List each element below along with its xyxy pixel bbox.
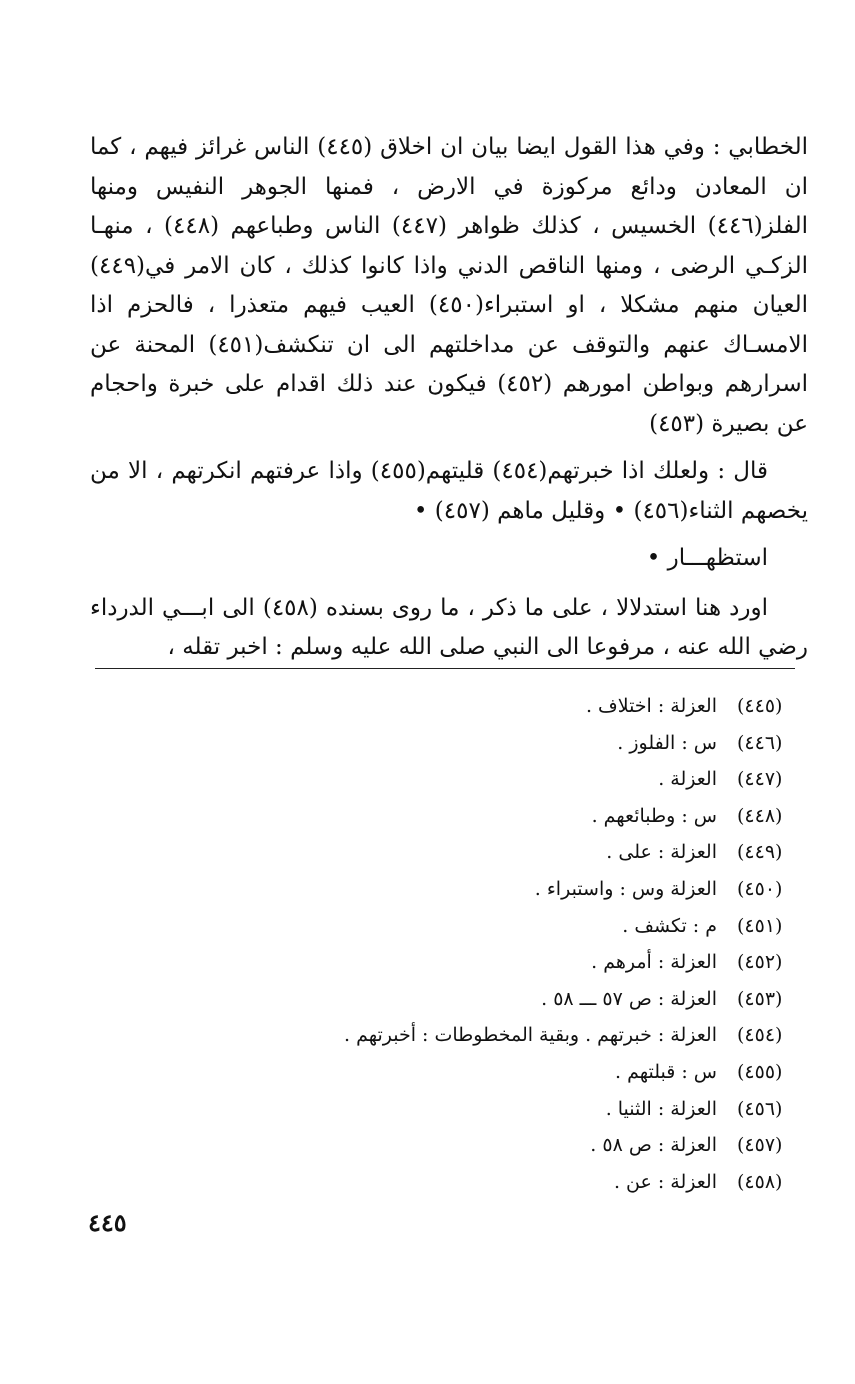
footnote-number: (٤٥٧) [737, 1134, 783, 1157]
footnote [235, 688, 795, 725]
footnote [235, 798, 795, 835]
footnote [235, 871, 795, 908]
footnote [235, 1017, 795, 1054]
footnote-text: العزلة : أمرهم . [591, 951, 717, 974]
footnote [235, 761, 795, 798]
footnote-number: (٤٥٢) [737, 951, 783, 974]
footnote [235, 725, 795, 762]
footnote-number: (٤٥٠) [737, 877, 783, 900]
footnote [235, 1127, 795, 1164]
footnote-number: (٤٥٥) [737, 1060, 783, 1083]
footnote-text: س : الفلوز . [617, 731, 717, 754]
footnote-text: العزلة . [658, 768, 717, 791]
page-number: ٤٤٥ [88, 1208, 127, 1237]
footnote [235, 834, 795, 871]
footnote-number: (٤٤٧) [737, 768, 783, 791]
footnote-number: (٤٥١) [737, 914, 783, 937]
footnote-text: م : تكشف . [622, 914, 717, 937]
footnote-text: س : قبلتهم . [615, 1060, 717, 1083]
footnote-number: (٤٤٥) [737, 695, 783, 717]
footnote [235, 981, 795, 1018]
footnote-text: س : وطبائعهم . [591, 804, 717, 827]
footnote-divider [95, 668, 795, 669]
footnote [235, 944, 795, 981]
footnote-text: العزلة : ص ٥٧ ـــ ٥٨ . [541, 987, 717, 1010]
footnote-text: العزلة : على . [606, 841, 717, 864]
footnote-text: العزلة : الثنيا . [605, 1097, 717, 1120]
footnote-number: (٤٥٤) [737, 1024, 783, 1047]
footnote-number: (٤٤٩) [737, 841, 783, 864]
footnote-number: (٤٥٨) [737, 1170, 783, 1193]
footnote [235, 1054, 795, 1091]
paragraph-awrada: اورد هنا استدلالا ، على ما ذكر ، ما روى بسنده (٤٥٨) الى ابـــي الدرداء رضي الله عنه ، مرفوعا الى النبي صلى الله عليه وسلم : اخبر تقله ، [90, 594, 808, 660]
footnote-text: العزلة : عن . [613, 1170, 717, 1193]
paragraph-khattabi: الخطابي : وفي هذا القول ايضا بيان ان اخلاق (٤٤٥) الناس غرائز فيهم ، كما ان المعادن ودائع مركوزة في الارض ، فمنها الجوهر النفيس ومنها الفلز(٤٤٦) الخسيس ، كذلك ظواهر (٤٤٧) الناس وطباعهم (٤٤٨) ، منهـا الزكـي الرضى ، ومنها الناقص الدني واذا كانوا كذلك ، كان الامر في(٤٤٩) العيان منهم مشكلا ، او استبراء(٤٥٠) العيب فيهم متعذرا ، فالحزم اذا الامسـاك عنهم والتوقف عن مداخلتهم الى ان تنكشف(٤٥١) المحنة عن اسرارهم وبواطن امورهم (٤٥٢) فيكون عند ذلك اقدام على خبرة واحجام عن بصيرة (٤٥٣) [90, 134, 809, 437]
section-heading: استظهـــار • [646, 545, 768, 571]
footnote-number: (٤٤٦) [737, 731, 783, 754]
main-text [90, 128, 808, 668]
footnote-text: العزلة : اختلاف . [585, 695, 717, 717]
footnote-text: العزلة : ص ٥٨ . [590, 1134, 717, 1157]
footnote-text: العزلة وس : واستبراء . [534, 877, 717, 900]
footnote-number: (٤٥٣) [737, 987, 783, 1010]
footnote [235, 1091, 795, 1128]
paragraph-qala: قال : ولعلك اذا خبرتهم(٤٥٤) قليتهم(٤٥٥) واذا عرفتهم انكرتهم ، الا من يخصهم الثناء(٤٥٦) • وقليل ماهم (٤٥٧) • [90, 458, 808, 524]
footnotes-list [235, 688, 795, 1200]
footnote [235, 1164, 795, 1201]
footnote-number: (٤٥٦) [737, 1097, 783, 1120]
footnote-number: (٤٤٨) [737, 804, 783, 827]
footnote-text: العزلة : خبرتهم . وبقية المخطوطات : أخبرتهم . [344, 1024, 717, 1047]
footnote [235, 908, 795, 945]
